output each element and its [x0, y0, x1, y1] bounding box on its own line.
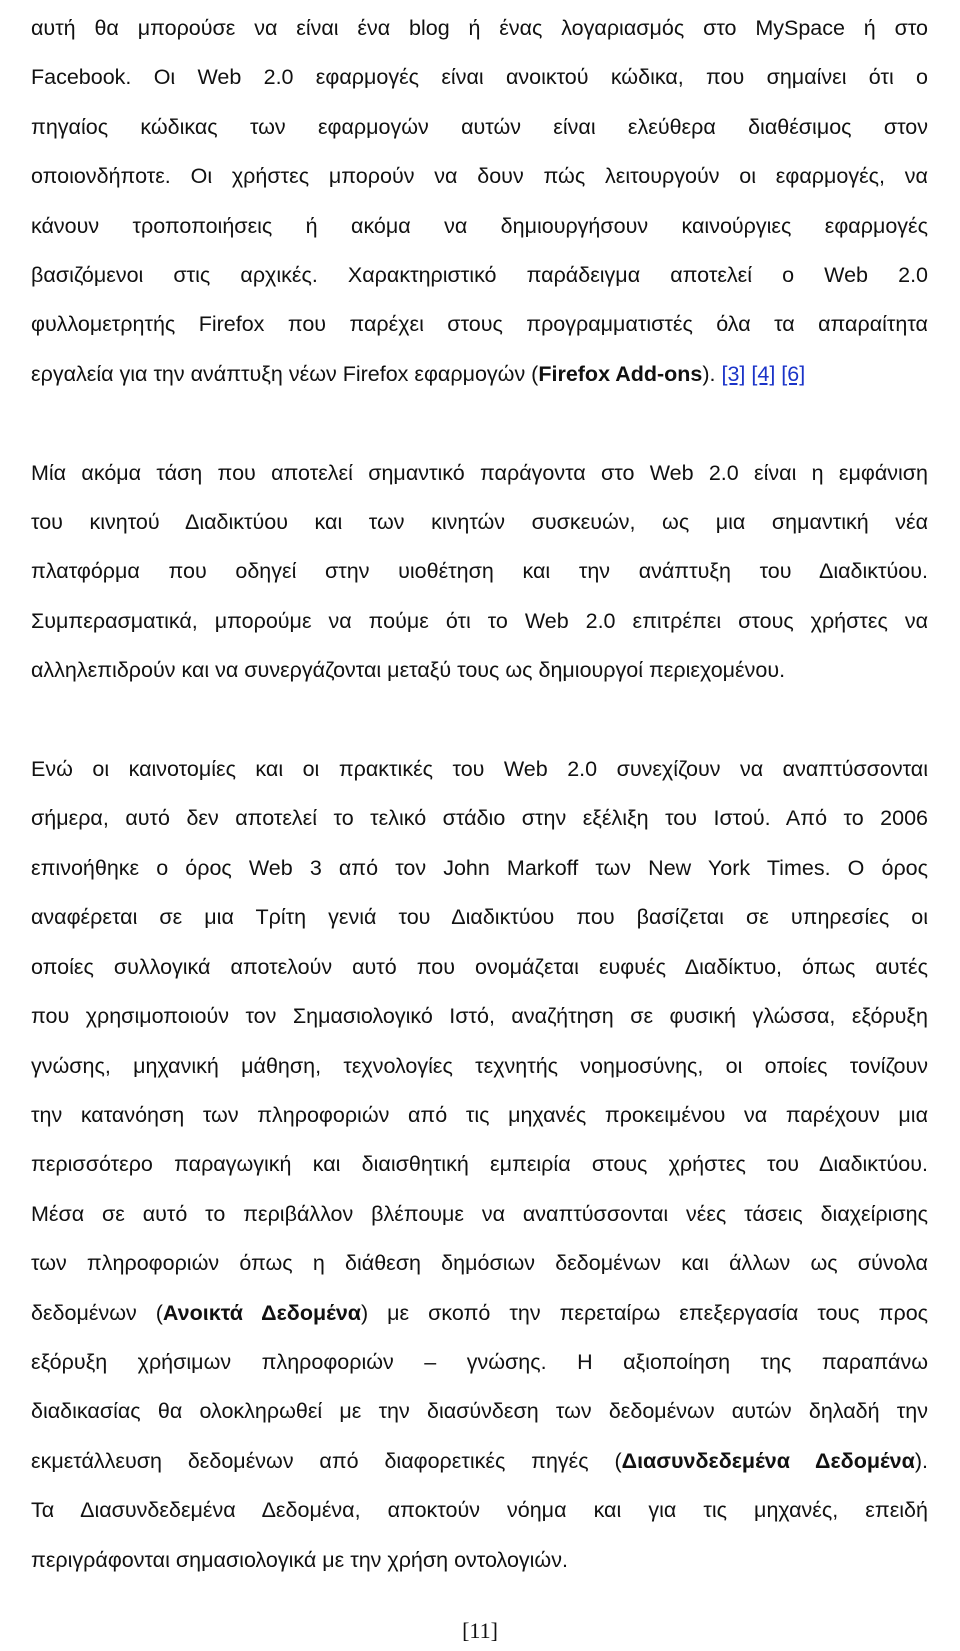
reference-link-6[interactable]: [6] — [781, 361, 806, 386]
text-line: του κινητού Διαδικτύου και των κινητών συσκευών, ως μια σημαντική νέα — [31, 510, 928, 535]
text-line: επινοήθηκε ο όρος Web 3 από τον John Markoff των New York Times. Ο όρος — [31, 855, 928, 880]
text-segment: εκμετάλλευση δεδομένων από διαφορετικές πηγές ( — [31, 1448, 622, 1473]
reference-link-4[interactable]: [4] — [751, 361, 776, 386]
paragraph-1 — [31, 4, 928, 399]
paragraph-2 — [31, 449, 928, 696]
text-line: Μέσα σε αυτό το περιβάλλον βλέπουμε να αναπτύσσονται νέες τάσεις διαχείρισης — [31, 1201, 928, 1226]
text-line: που χρησιμοποιούν τον Σημασιολογικό Ιστό, αναζήτηση σε φυσική γλώσσα, εξόρυξη — [31, 1004, 928, 1029]
text-line: Μία ακόμα τάση που αποτελεί σημαντικό παράγοντα στο Web 2.0 είναι η εμφάνιση — [31, 460, 928, 485]
text-line: κάνουν τροποποιήσεις ή ακόμα να δημιουργήσουν καινούργιες εφαρμογές — [31, 213, 928, 238]
text-line: σήμερα, αυτό δεν αποτελεί το τελικό στάδιο στην εξέλιξη του Ιστού. Από το 2006 — [31, 806, 928, 831]
text-segment: ). — [702, 361, 722, 386]
text-line — [31, 1437, 928, 1486]
text-line: περιγράφονται σημασιολογικά με την χρήση οντολογιών. — [31, 1547, 568, 1572]
bold-term-firefox-addons: Firefox Add-ons — [538, 361, 703, 386]
text-line — [31, 1289, 928, 1338]
text-line: Ενώ οι καινοτομίες και οι πρακτικές του Web 2.0 συνεχίζουν να αναπτύσσονται — [31, 757, 928, 782]
text-line: εξόρυξη χρήσιμων πληροφοριών – γνώσης. Η αξιοποίηση της παραπάνω — [31, 1349, 928, 1374]
text-line: Συμπερασματικά, μπορούμε να πούμε ότι το Web 2.0 επιτρέπει στους χρήστες να — [31, 608, 928, 633]
text-line: Facebook. Οι Web 2.0 εφαρμογές είναι ανοικτού κώδικα, που σημαίνει ότι ο — [31, 65, 928, 90]
text-line — [31, 350, 928, 399]
text-line: γνώσης, μηχανική μάθηση, τεχνολογίες τεχνητής νοημοσύνης, οι οποίες τονίζουν — [31, 1053, 928, 1078]
text-line: πηγαίος κώδικας των εφαρμογών αυτών είναι ελεύθερα διαθέσιμος στον — [31, 114, 928, 139]
text-line: αυτή θα μπορούσε να είναι ένα blog ή ένας λογαριασμός στο MySpace ή στο — [31, 16, 928, 40]
paragraph-3 — [31, 745, 928, 1585]
text-line: οποιονδήποτε. Οι χρήστες μπορούν να δουν πώς λειτουργούν οι εφαρμογές, να — [31, 164, 928, 189]
text-line: Τα Διασυνδεδεμένα Δεδομένα, αποκτούν νόημα και για τις μηχανές, επειδή — [31, 1498, 928, 1523]
bold-term-linked-data: Διασυνδεδεμένα Δεδομένα — [621, 1448, 915, 1473]
text-line: πλατφόρμα που οδηγεί στην υιοθέτηση και την ανάπτυξη του Διαδικτύου. — [31, 559, 928, 584]
text-segment: δεδομένων ( — [31, 1300, 163, 1325]
text-line: περισσότερο παραγωγική και διαισθητική εμπειρία στους χρήστες του Διαδικτύου. — [31, 1152, 928, 1177]
text-line: αλληλεπιδρούν και να συνεργάζονται μεταξύ τους ως δημιουργοί περιεχομένου. — [31, 658, 786, 683]
text-line: αναφέρεται σε μια Τρίτη γενιά του Διαδικτύου που βασίζεται σε υπηρεσίες οι — [31, 905, 928, 930]
text-segment: ). — [914, 1448, 928, 1473]
text-segment: ) με σκοπό την περεταίρω επεξεργασία τους προς — [361, 1300, 929, 1325]
document-body — [31, 4, 928, 1585]
bold-term-open-data: Ανοικτά Δεδομένα — [162, 1300, 361, 1325]
page-number: [11] — [462, 1618, 498, 1643]
text-segment: εργαλεία για την ανάπτυξη νέων Firefox εφαρμογών ( — [31, 361, 539, 386]
text-line: βασιζόμενοι στις αρχικές. Χαρακτηριστικό παράδειγμα αποτελεί ο Web 2.0 — [31, 263, 928, 288]
text-line: διαδικασίας θα ολοκληρωθεί με την διασύνδεση των δεδομένων αυτών δηλαδή την — [31, 1399, 928, 1424]
text-line: φυλλομετρητής Firefox που παρέχει στους προγραμματιστές όλα τα απαραίτητα — [31, 312, 928, 337]
reference-link-3[interactable]: [3] — [721, 361, 746, 386]
text-line: οποίες συλλογικά αποτελούν αυτό που ονομάζεται ευφυές Διαδίκτυο, όπως αυτές — [31, 954, 928, 979]
text-line: των πληροφοριών όπως η διάθεση δημόσιων δεδομένων και άλλων ως σύνολα — [31, 1251, 928, 1276]
text-line: την κατανόηση των πληροφοριών από τις μηχανές προκειμένου να παρέχουν μια — [31, 1102, 928, 1127]
